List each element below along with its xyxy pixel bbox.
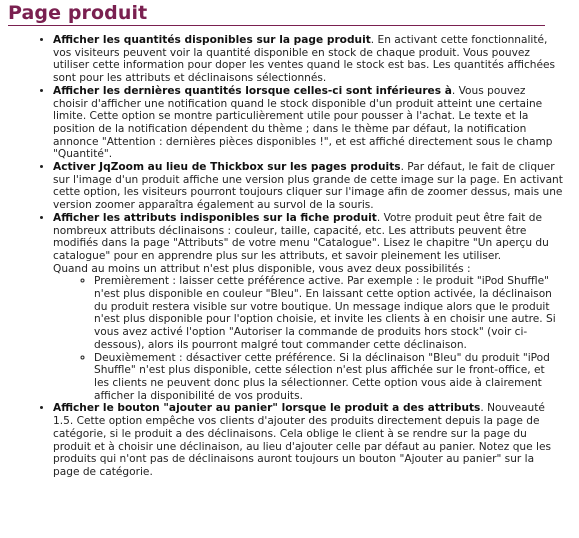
list-item-add-to-cart-button [53, 402, 563, 478]
item-body: . Votre produit peut être fait de nombreux attributs déclinaisons : couleur, taille, capacité, etc. Les attributs peuvent être modifiés dans la page "Attributs" de votre menu "Catalogue". Lisez le chapitre "Un aperçu du catalogue" pour en apprendre plus sur les attributs, et savoir pleinement les utiliser. [53, 211, 549, 262]
item-body: . En activant cette fonctionnalité, vos visiteurs peuvent voir la quantité disponible en stock de chaque produit. Vous pouvez utiliser cette information pour doper les ventes quand le stock est bas. Les quantités affichées sont pour les attributs et déclinaisons sélectionnés. [53, 34, 556, 85]
item-body: . Par défaut, le fait de cliquer sur l'image d'un produit affiche une version plus grande de cette image sur la page. En activant cette option, les visiteurs pourront toujours cliquer sur l'image afin de zoomer dessus, mais une version zoomer apparaîtra également au survol de la souris. [53, 161, 563, 212]
sublist-item-first: ◦ Premièrement : laisser cette préférence active. Par exemple : le produit "iPod Shuffle" n'est plus disponible en couleur "Bleu". En laissant cette option activée, la déclinaison du produit restera visible sur votre boutique. Un message indique alors que le produit n'est plus disponible pour l'option choisie, et invite les clients à en choisir une autre. Si vous avez activé l'option "Autoriser la commande de produits hors stock" (voir ci-dessous), alors ils pourront malgré tout commander cette déclinaison. [94, 275, 563, 351]
item-body: . Vous pouvez choisir d'afficher une notification quand le stock disponible d'un produit atteint une certaine limite. Cette option se montre particulièrement utile pour pousser à l'achat. Le texte et la position de la notification dépendent du thème ; dans le thème par défaut, la notification annonce "Attention : dernières pièces disponibles !", et est affiché directement sous le champ "Quantité". [53, 84, 553, 161]
list-item-unavailable-attributes [53, 212, 563, 403]
item-title: Afficher le bouton "ajouter au panier" lorsque le produit a des attributs [53, 402, 481, 415]
item-title: Afficher les quantités disponibles sur la page produit [53, 34, 371, 46]
options-list [36, 34, 563, 479]
item-followup: Quand au moins un attribut n'est plus disponible, vous avez deux possibilités : [53, 262, 471, 275]
list-item-last-quantities [53, 85, 563, 161]
list-item-jqzoom [53, 161, 563, 212]
title-divider [8, 25, 545, 26]
item-title: Afficher les attributs indisponibles sur la fiche produit [53, 211, 377, 224]
item-title: Activer JqZoom au lieu de Thickbox sur les pages produits [53, 161, 401, 174]
options-sublist [53, 275, 563, 402]
item-body: . Nouveauté 1.5. Cette option empêche vos clients d'ajouter des produits directement depuis la page de catégorie, si le produit a des déclinaisons. Cela oblige le client à se rendre sur la page du produit et à choisir une déclinaison, au lieu d'ajouter celle par défaut au panier. Notez que les produits qui n'ont pas de déclinaisons auront toujours un bouton "Ajouter au panier" sur la page de catégorie. [53, 402, 552, 478]
page-title: Page produit [8, 2, 148, 24]
list-item-show-quantities [53, 34, 563, 85]
item-title: Afficher les dernières quantités lorsque celles-ci sont inférieures à [53, 84, 452, 97]
sublist-item-second: ◦ Deuxièmement : désactiver cette préférence. Si la déclinaison "Bleu" du produit "iPod Shuffle" n'est plus disponible, cette sélection n'est plus affichée sur le front-office, et les clients ne peuvent donc plus la sélectionner. Cette option vous aide à clairement afficher la disponibilité de vos produits. [94, 352, 563, 403]
